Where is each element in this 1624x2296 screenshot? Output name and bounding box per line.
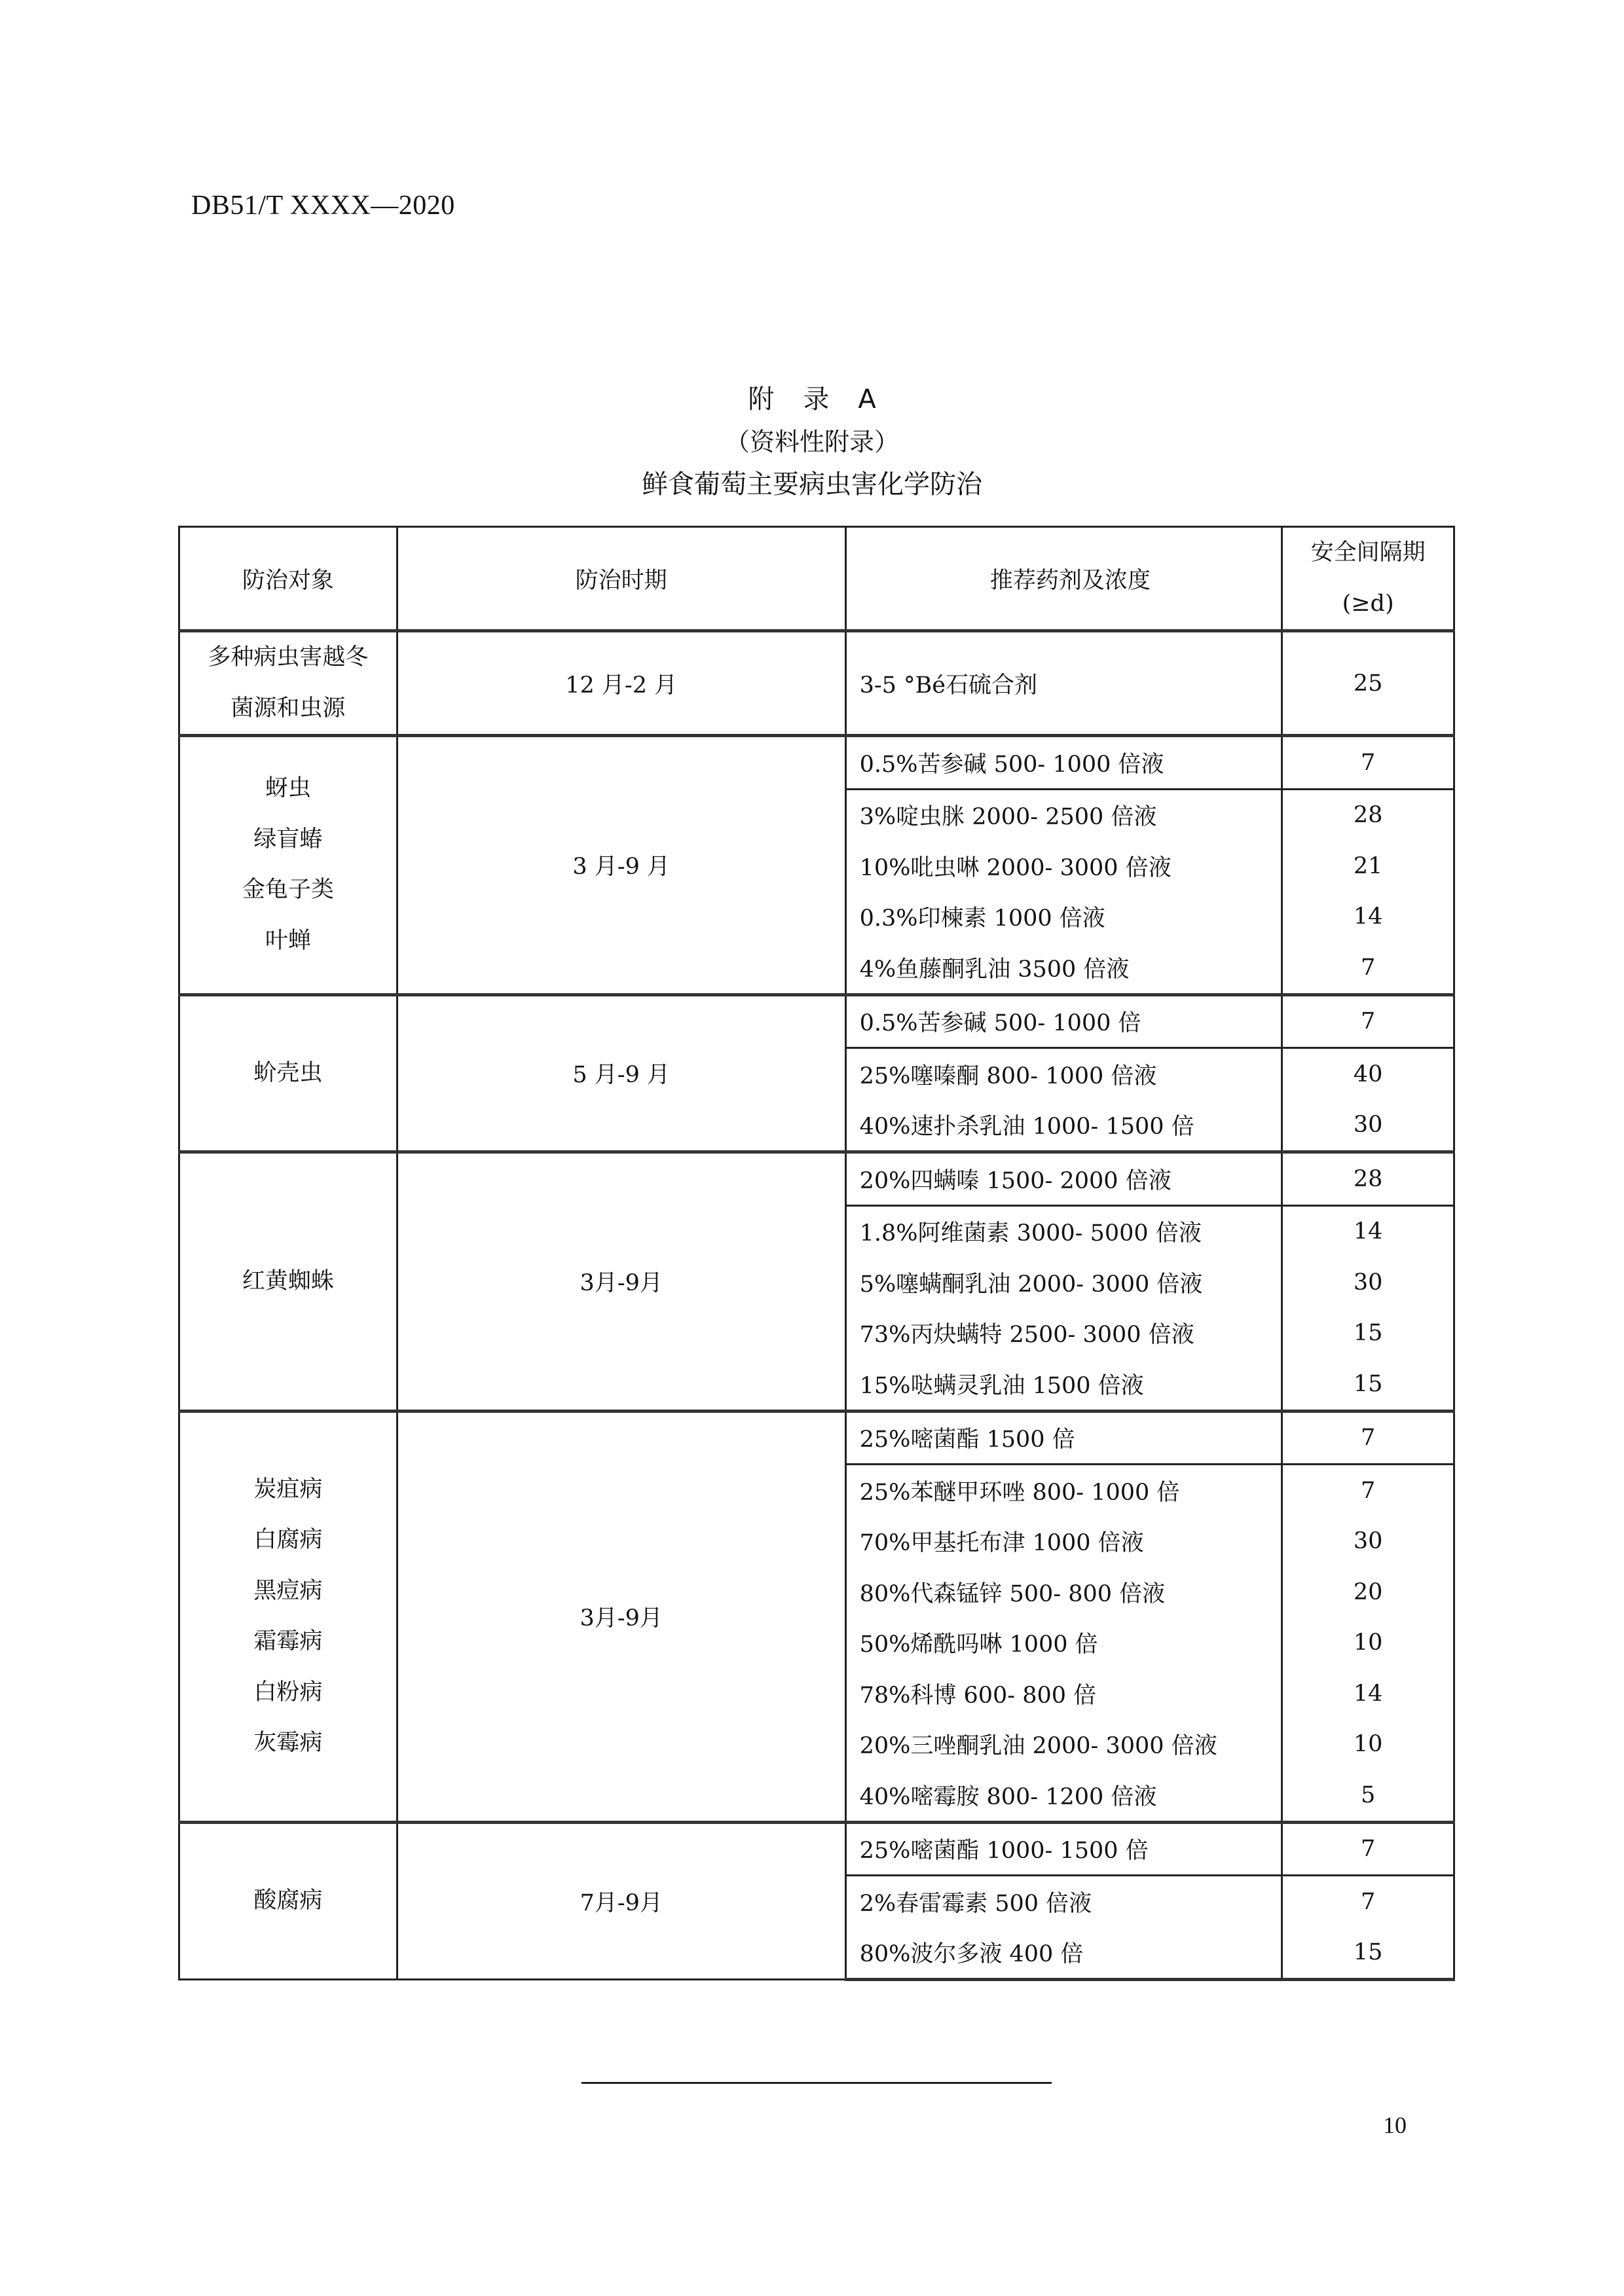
target-cell bbox=[179, 631, 397, 736]
annex-title: 鲜食葡萄主要病虫害化学防治 bbox=[642, 469, 982, 500]
target-name: 蚧壳虫 bbox=[253, 1059, 323, 1086]
table-row bbox=[179, 994, 1454, 1048]
target-name: 叶蝉 bbox=[265, 927, 311, 954]
target-name: 菌源和虫源 bbox=[231, 695, 346, 721]
target-name: 金龟子类 bbox=[242, 877, 334, 903]
interval-cell: 30 bbox=[1282, 1100, 1454, 1152]
pesticide-cell: 0.5%苦参碱 500- 1000 倍 bbox=[845, 994, 1282, 1048]
target-cell bbox=[179, 994, 397, 1152]
pesticide-cell: 1.8%阿维菌素 3000- 5000 倍液 bbox=[845, 1205, 1282, 1257]
target-name: 黑痘病 bbox=[253, 1577, 323, 1604]
target-name: 灰霉病 bbox=[253, 1730, 323, 1756]
target-name: 蚜虫 bbox=[265, 775, 311, 802]
pesticide-cell: 50%烯酰吗啉 1000 倍 bbox=[845, 1618, 1282, 1669]
interval-cell: 7 bbox=[1282, 1411, 1454, 1465]
pesticide-cell: 25%噻嗪酮 800- 1000 倍液 bbox=[845, 1048, 1282, 1100]
annex-label bbox=[0, 378, 1624, 416]
pesticide-cell: 73%丙炔螨特 2500- 3000 倍液 bbox=[845, 1308, 1282, 1359]
interval-cell: 7 bbox=[1282, 994, 1454, 1048]
annex-label-part: 附 bbox=[748, 384, 775, 414]
interval-cell: 7 bbox=[1282, 942, 1454, 994]
pest-control-table bbox=[178, 526, 1455, 1981]
pesticide-cell: 0.3%印楝素 1000 倍液 bbox=[845, 892, 1282, 943]
pesticide-cell: 25%嘧菌酯 1500 倍 bbox=[845, 1411, 1282, 1465]
period-cell: 3月-9月 bbox=[397, 1411, 845, 1822]
target-cell bbox=[179, 736, 397, 995]
period-cell: 12 月-2 月 bbox=[397, 631, 845, 736]
pesticide-cell: 3%啶虫脒 2000- 2500 倍液 bbox=[845, 789, 1282, 841]
pesticide-cell: 2%春雷霉素 500 倍液 bbox=[845, 1876, 1282, 1927]
table-header-row bbox=[179, 527, 1454, 631]
period-cell: 3月-9月 bbox=[397, 1152, 845, 1412]
target-cell bbox=[179, 1822, 397, 1980]
target-name: 炭疽病 bbox=[253, 1476, 323, 1503]
target-name: 白腐病 bbox=[253, 1527, 323, 1553]
table-row bbox=[179, 736, 1454, 790]
interval-cell: 20 bbox=[1282, 1567, 1454, 1618]
interval-cell: 14 bbox=[1282, 892, 1454, 943]
pesticide-cell: 20%三唑酮乳油 2000- 3000 倍液 bbox=[845, 1719, 1282, 1770]
pesticide-cell: 20%四螨嗪 1500- 2000 倍液 bbox=[845, 1152, 1282, 1206]
interval-cell: 7 bbox=[1282, 1876, 1454, 1927]
column-header-target: 防治对象 bbox=[179, 527, 397, 631]
pesticide-cell: 80%代森锰锌 500- 800 倍液 bbox=[845, 1567, 1282, 1618]
interval-cell: 30 bbox=[1282, 1516, 1454, 1567]
pesticide-cell: 80%波尔多液 400 倍 bbox=[845, 1927, 1282, 1980]
interval-cell: 14 bbox=[1282, 1668, 1454, 1719]
annex-nature: （资料性附录） bbox=[724, 428, 899, 456]
column-header-pesticide: 推荐药剂及浓度 bbox=[845, 527, 1282, 631]
period-cell: 5 月-9 月 bbox=[397, 994, 845, 1152]
period-cell: 3 月-9 月 bbox=[397, 736, 845, 995]
annex-label-part: 录 bbox=[803, 384, 830, 414]
target-name: 白粉病 bbox=[253, 1679, 323, 1705]
annex-label-part: A bbox=[858, 384, 876, 414]
interval-cell: 15 bbox=[1282, 1308, 1454, 1359]
pesticide-cell: 40%速扑杀乳油 1000- 1500 倍 bbox=[845, 1100, 1282, 1152]
target-name: 霜霉病 bbox=[253, 1628, 323, 1654]
pesticide-cell: 25%嘧菌酯 1000- 1500 倍 bbox=[845, 1822, 1282, 1876]
period-cell: 7月-9月 bbox=[397, 1822, 845, 1980]
interval-cell: 40 bbox=[1282, 1048, 1454, 1100]
pesticide-cell: 15%哒螨灵乳油 1500 倍液 bbox=[845, 1358, 1282, 1411]
target-name: 酸腐病 bbox=[253, 1887, 323, 1914]
page-number: 10 bbox=[1383, 2112, 1407, 2138]
table-row bbox=[179, 1411, 1454, 1465]
target-name: 多种病虫害越冬 bbox=[208, 644, 369, 670]
interval-cell: 21 bbox=[1282, 841, 1454, 892]
pesticide-cell: 5%噻螨酮乳油 2000- 3000 倍液 bbox=[845, 1257, 1282, 1308]
pesticide-cell: 10%吡虫啉 2000- 3000 倍液 bbox=[845, 841, 1282, 892]
interval-cell: 7 bbox=[1282, 1822, 1454, 1876]
interval-cell: 30 bbox=[1282, 1257, 1454, 1308]
pesticide-cell: 78%科博 600- 800 倍 bbox=[845, 1668, 1282, 1719]
table-row bbox=[179, 1822, 1454, 1876]
interval-cell: 15 bbox=[1282, 1358, 1454, 1411]
interval-cell: 10 bbox=[1282, 1719, 1454, 1770]
footer-divider bbox=[581, 2082, 1052, 2084]
table-row bbox=[179, 1152, 1454, 1206]
pesticide-cell: 25%苯醚甲环唑 800- 1000 倍 bbox=[845, 1465, 1282, 1516]
pesticide-cell: 0.5%苦参碱 500- 1000 倍液 bbox=[845, 736, 1282, 790]
target-name: 红黄蜘蛛 bbox=[242, 1267, 334, 1294]
interval-cell: 25 bbox=[1282, 631, 1454, 736]
column-header-interval: 安全间隔期 (≥d) bbox=[1282, 527, 1454, 631]
table-row bbox=[179, 631, 1454, 736]
interval-cell: 15 bbox=[1282, 1927, 1454, 1980]
interval-cell: 7 bbox=[1282, 1465, 1454, 1516]
pesticide-cell: 70%甲基托布津 1000 倍液 bbox=[845, 1516, 1282, 1567]
target-name: 绿盲蝽 bbox=[253, 826, 323, 852]
column-header-period: 防治时期 bbox=[397, 527, 845, 631]
pesticide-cell: 4%鱼藤酮乳油 3500 倍液 bbox=[845, 942, 1282, 994]
pesticide-cell: 40%嘧霉胺 800- 1200 倍液 bbox=[845, 1770, 1282, 1822]
interval-cell: 28 bbox=[1282, 789, 1454, 841]
interval-cell: 28 bbox=[1282, 1152, 1454, 1206]
target-cell bbox=[179, 1152, 397, 1412]
interval-cell: 7 bbox=[1282, 736, 1454, 790]
pesticide-cell: 3-5 °Bé石硫合剂 bbox=[845, 631, 1282, 736]
interval-cell: 10 bbox=[1282, 1618, 1454, 1669]
target-cell bbox=[179, 1411, 397, 1822]
document-code: DB51/T XXXX—2020 bbox=[191, 191, 455, 221]
interval-cell: 14 bbox=[1282, 1205, 1454, 1257]
interval-cell: 5 bbox=[1282, 1770, 1454, 1822]
